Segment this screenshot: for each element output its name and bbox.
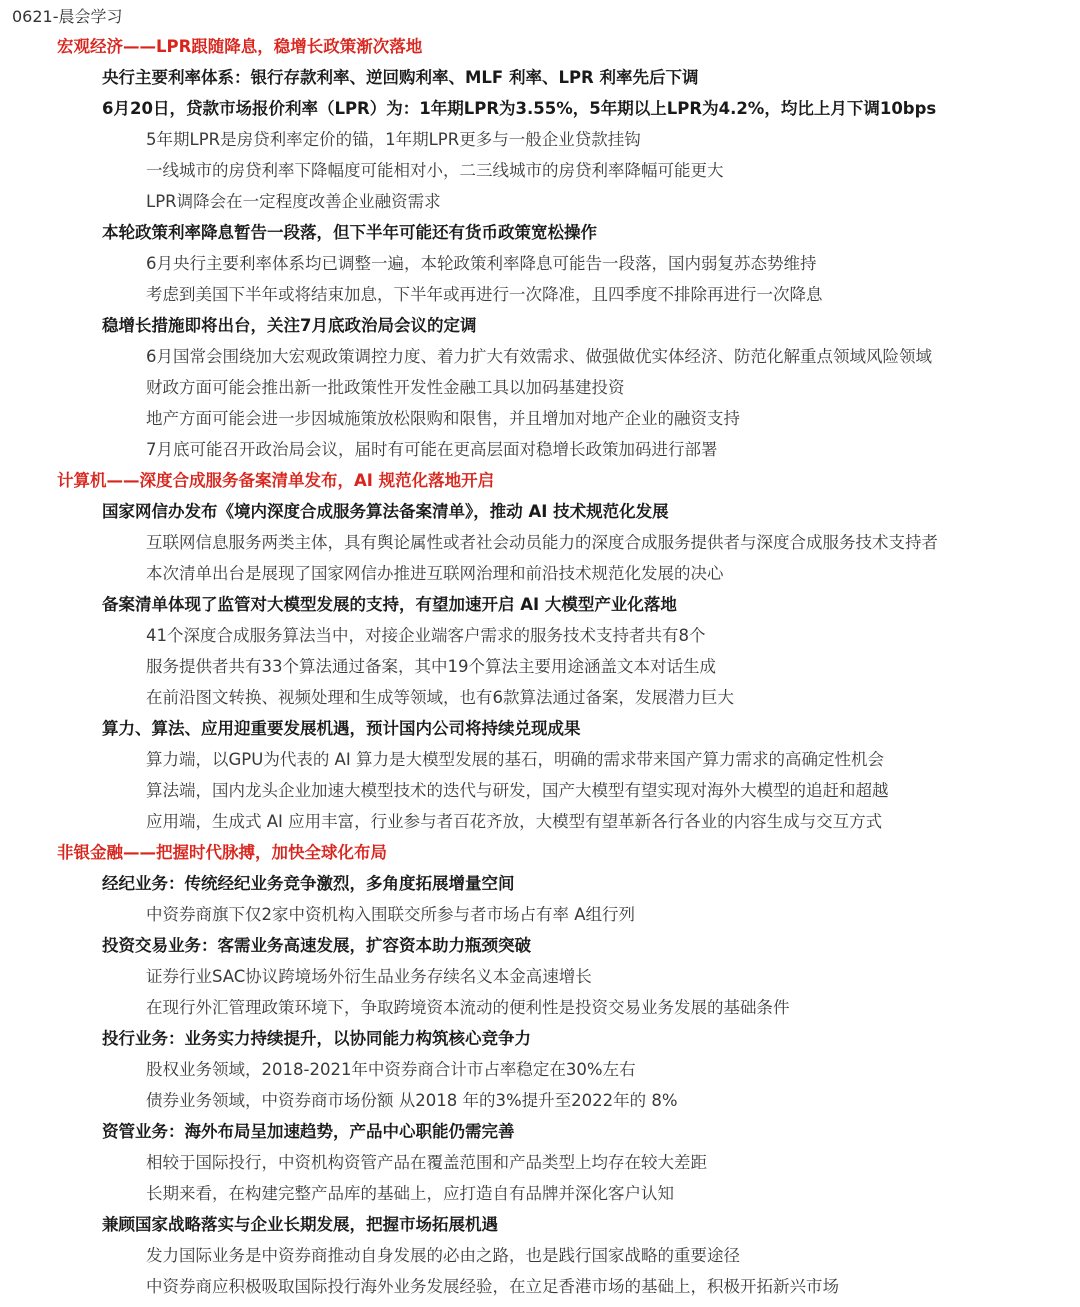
section-heading-nonbank-finance: 非银金融——把握时代脉搏，加快全球化布局 (57, 843, 387, 862)
topic-point: 在现行外汇管理政策环境下，争取跨境资本流动的便利性是投资交易业务发展的基础条件 (146, 998, 790, 1017)
section-heading-computer: 计算机——深度合成服务备案清单发布，AI 规范化落地开启 (57, 471, 495, 490)
topic-point: 财政方面可能会推出新一批政策性开发性金融工具以加码基建投资 (146, 378, 625, 397)
topic-point: 考虑到美国下半年或将结束加息，下半年或再进行一次降准，且四季度不排除再进行一次降息 (146, 285, 823, 304)
topic-point: 债券业务领域，中资券商市场份额 从2018 年的3%提升至2022年的 8% (146, 1091, 678, 1110)
topic-point: 5年期LPR是房贷利率定价的锚，1年期LPR更多与一般企业贷款挂钩 (146, 130, 641, 149)
document-title: 0621-晨会学习 (12, 7, 123, 26)
topic-point: 本次清单出台是展现了国家网信办推进互联网治理和前沿技术规范化发展的决心 (146, 564, 724, 583)
topic-point: 6月央行主要利率体系均已调整一遍，本轮政策利率降息可能告一段落，国内弱复苏态势维持 (146, 254, 817, 273)
topic-point: 一线城市的房贷利率下降幅度可能相对小，二三线城市的房贷利率降幅可能更大 (146, 161, 724, 180)
topic-point: 算法端，国内龙头企业加速大模型技术的迭代与研发，国产大模型有望实现对海外大模型的追赶和超越 (146, 781, 889, 800)
topic-point: 服务提供者共有33个算法通过备案，其中19个算法主要用途涵盖文本对话生成 (146, 657, 716, 676)
topic-point: 互联网信息服务两类主体，具有舆论属性或者社会动员能力的深度合成服务提供者与深度合成服务技术支持者 (146, 533, 938, 552)
outline-body (0, 31, 1080, 1302)
topic-title: 投资交易业务：客需业务高速发展，扩容资本助力瓶颈突破 (102, 936, 531, 955)
topic-point: 相较于国际投行，中资机构资管产品在覆盖范围和产品类型上均存在较大差距 (146, 1153, 707, 1172)
topic-point: 地产方面可能会进一步因城施策放松限购和限售，并且增加对地产企业的融资支持 (146, 409, 740, 428)
topic-point: 中资券商应积极吸取国际投行海外业务发展经验，在立足香港市场的基础上，积极开拓新兴市场 (146, 1277, 839, 1296)
topic-title: 算力、算法、应用迎重要发展机遇，预计国内公司将持续兑现成果 (102, 719, 581, 738)
topic-title: 资管业务：海外布局呈加速趋势，产品中心职能仍需完善 (102, 1122, 515, 1141)
topic-point: 长期来看，在构建完整产品库的基础上，应打造自有品牌并深化客户认知 (146, 1184, 674, 1203)
topic-title: 投行业务：业务实力持续提升，以协同能力构筑核心竞争力 (102, 1029, 531, 1048)
topic-point: 算力端，以GPU为代表的 AI 算力是大模型发展的基石，明确的需求带来国产算力需求的高确定性机会 (146, 750, 884, 769)
topic-title: 6月20日，贷款市场报价利率（LPR）为：1年期LPR为3.55%，5年期以上LPR为4.2%，均比上月下调10bps (102, 99, 937, 118)
topic-point: 应用端，生成式 AI 应用丰富，行业参与者百花齐放，大模型有望革新各行各业的内容生成与交互方式 (146, 812, 883, 831)
topic-title: 央行主要利率体系：银行存款利率、逆回购利率、MLF 利率、LPR 利率先后下调 (102, 68, 699, 87)
topic-title: 备案清单体现了监管对大模型发展的支持，有望加速开启 AI 大模型产业化落地 (102, 595, 677, 614)
topic-point: 41个深度合成服务算法当中，对接企业端客户需求的服务技术支持者共有8个 (146, 626, 706, 645)
topic-title: 本轮政策利率降息暂告一段落，但下半年可能还有货币政策宽松操作 (102, 223, 597, 242)
topic-title: 国家网信办发布《境内深度合成服务算法备案清单》，推动 AI 技术规范化发展 (102, 502, 669, 521)
topic-point: 证券行业SAC协议跨境场外衍生品业务存续名义本金高速增长 (146, 967, 592, 986)
topic-point: 股权业务领域，2018-2021年中资券商合计市占率稳定在30%左右 (146, 1060, 636, 1079)
topic-title: 稳增长措施即将出台，关注7月底政治局会议的定调 (102, 316, 477, 335)
topic-title: 经纪业务：传统经纪业务竞争激烈，多角度拓展增量空间 (102, 874, 515, 893)
topic-title: 兼顾国家战略落实与企业长期发展，把握市场拓展机遇 (102, 1215, 498, 1234)
topic-point: 发力国际业务是中资券商推动自身发展的必由之路，也是践行国家战略的重要途径 (146, 1246, 740, 1265)
topic-point: LPR调降会在一定程度改善企业融资需求 (146, 192, 441, 211)
topic-point: 6月国常会围绕加大宏观政策调控力度、着力扩大有效需求、做强做优实体经济、防范化解重点领域风险领域 (146, 347, 932, 366)
topic-point: 中资券商旗下仅2家中资机构入围联交所参与者市场占有率 A组行列 (146, 905, 636, 924)
topic-point: 7月底可能召开政治局会议，届时有可能在更高层面对稳增长政策加码进行部署 (146, 440, 718, 459)
section-heading-macro: 宏观经济——LPR跟随降息，稳增长政策渐次落地 (57, 37, 423, 56)
topic-point: 在前沿图文转换、视频处理和生成等领域，也有6款算法通过备案，发展潜力巨大 (146, 688, 734, 707)
